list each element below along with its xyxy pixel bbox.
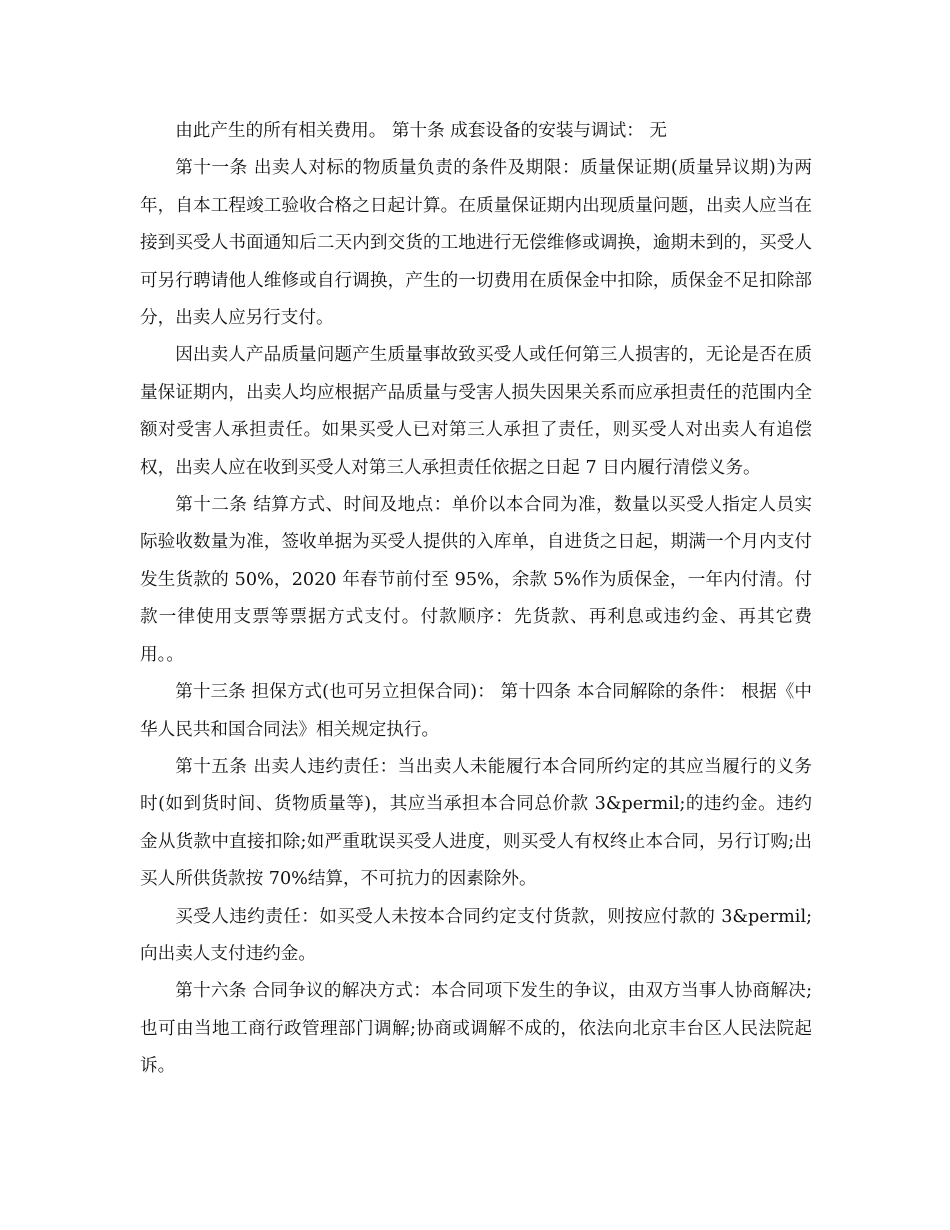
document-body <box>140 113 812 1086</box>
paragraph-6: 第十五条 出卖人违约责任：当出卖人未能履行本合同所约定的其应当履行的义务时(如到货时间、货物质量等)，其应当承担本合同总价款 3&permil;的违约金。违约金从货款中直接扣除;如严重耽误买受人进度，则买受人有权终止本合同，另行订购;出买人所供货款按 70%结算，不可抗力的因素除外。 <box>140 756 812 890</box>
paragraph-7: 买受人违约责任：如买受人未按本合同约定支付货款，则按应付款的 3&permil;向出卖人支付违约金。 <box>140 906 812 964</box>
paragraph-1: 由此产生的所有相关费用。 第十条 成套设备的安装与调试： 无 <box>175 121 667 141</box>
paragraph-8: 第十六条 合同争议的解决方式：本合同项下发生的争议，由双方当事人协商解决;也可由当地工商行政管理部门调解;协商或调解不成的，依法向北京丰台区人民法院起诉。 <box>140 981 812 1077</box>
paragraph-3: 因出卖人产品质量问题产生质量事故致买受人或任何第三人损害的，无论是否在质量保证期内，出卖人均应根据产品质量与受害人损失因果关系而应承担责任的范围内全额对受害人承担责任。如果买受人已对第三人承担了责任，则买受人对出卖人有追偿权，出卖人应在收到买受人对第三人承担责任依据之日起 7 日内履行清偿义务。 <box>140 345 812 478</box>
paragraph-4: 第十二条 结算方式、时间及地点：单价以本合同为准，数量以买受人指定人员实际验收数量为准，签收单据为买受人提供的入库单，自进货之日起，期满一个月内支付发生货款的 50%，2020 年春节前付至 95%，余款 5%作为质保金，一年内付清。付款一律使用支票等票据方式支付。付款顺序：先货款、再利息或违约金、再其它费用。。 <box>140 495 812 665</box>
paragraph-2: 第十一条 出卖人对标的物质量负责的条件及期限：质量保证期(质量异议期)为两年，自本工程竣工验收合格之日起计算。在质量保证期内出现质量问题，出卖人应当在接到买受人书面通知后二天内到交货的工地进行无偿维修或调换，逾期未到的，买受人可另行聘请他人维修或自行调换，产生的一切费用在质保金中扣除，质保金不足扣除部分，出卖人应另行支付。 <box>140 158 812 329</box>
paragraph-5: 第十三条 担保方式(也可另立担保合同)： 第十四条 本合同解除的条件： 根据《中华人民共和国合同法》相关规定执行。 <box>140 682 812 740</box>
